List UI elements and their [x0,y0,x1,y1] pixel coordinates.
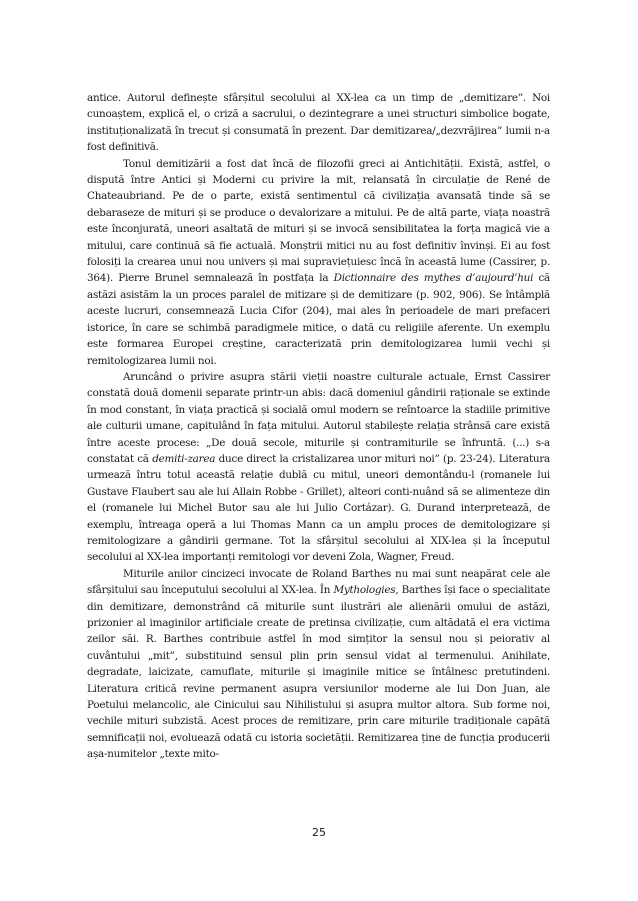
text-run: Miturile anilor cincizeci invocate de Roland Barthes nu mai sunt neapărat cele ale sfârșitului sau începutului secolului al XX-lea. În [87,567,550,597]
text-run: antice. Autorul definește sfârșitul secolului al XX-lea ca un timp de „demitizare”. Noi cunoaștem, explică el, o criză a sacrului, o dezintegrare a unei structuri simbolice bogate, instituționalizată în trecut și consumată în prezent. Dar demitizarea/„dezvrăjirea” lumii n-a fost definitivă. [87,92,550,154]
text-run: Aruncând o privire asupra stării vieții noastre culturale actuale, Ernst Cassirer constată două domenii separate printr-un abis: dacă domeniul gândirii raționale se extinde în mod constant, în viața practică și socială omul modern se reîntoarce la stadiile primitive ale culturii umane, capitulând în fața mitului. Autorul stabilește relația strânsă care există între aceste procese: „De două secole, miturile și contramiturile se înfruntă. (...) s-a constatat că [87,370,550,465]
paragraph-4 [87,566,550,763]
text-run: Tonul demitizării a fost dat încă de filozofii greci ai Antichității. Există, astfel, o dispută între Antici și Moderni cu privire la mit, relansată în circulație de René de Chateaubriand. Pe de o parte, există sentimentul că civilizația avansată tinde să se debaraseze de mituri și se produce o devalorizare a mitului. Pe de altă parte, viața noastră este înconjurată, uneori asaltată de mituri și se invocă sensibilitatea la forța magică vie a mitului, care continuă să fie actuală. Monștrii mitici nu au fost definitiv învinși. Ei au fost folosiți la crearea unui nou univers și mai supraviețuiesc încă în această lume (Cassirer, p. 364). Pierre Brunel semnalează în postfața la [87,157,550,285]
page-text-body [87,90,550,763]
italic-title: demiti-zarea [152,452,216,465]
paragraph-2 [87,156,550,369]
italic-title: Mythologies [333,584,396,597]
italic-title: Dictionnaire des mythes d’aujourd’hui [333,272,534,285]
page-number: 25 [312,826,326,839]
paragraph-1 [87,90,550,156]
text-run: duce direct la cristalizarea unor mituri noi” (p. 23-24). Literatura urmează întru totul această relație dublă cu mitul, uneori demontându-l (romanele lui Gustave Flaubert sau ale lui Allain Robbe - Grillet), alteori conti-nuând să se alimenteze din el (romanele lui Michel Butor sau ale lui Julio Cortázar). G. Durand interpretează, de exemplu, întreaga operă a lui Thomas Mann ca un amplu proces de demitologizare și remitologizare a gândirii germane. Tot la sfârșitul secolului al XIX-lea și la începutul secolului al XX-lea importanți remitologi vor deveni Zola, Wagner, Freud. [87,452,551,564]
paragraph-3 [87,369,550,566]
text-run: , Barthes își face o specialitate din demitizare, demonstrând că miturile sunt ilustrări ale alienării omului de astăzi, prizonier al imaginilor artificiale create de pretinsa civilizație, cum altădată el era victima zeilor săi. R. Barthes contribuie astfel în mod simțitor la sensul nou și peiorativ al cuvântului „mit”, substituind sensul plin prin sensul vidat al termenului. Anihilate, degradate, laicizate, camuflate, miturile și imaginile mitice se întâlnesc pretutindeni. Literatura critică revine permanent asupra versiunilor moderne ale lui Don Juan, ale Poetului melancolic, ale Cinicului sau Nihilistului și asupra multor altora. Sub forme noi, vechile mituri subzistă. Acest proces de remitizare, prin care miturile tradiționale capătă semnificații noi, evoluează odată cu istoria societății. Remitizarea ține de funcția producerii așa-numitelor „texte mito- [87,584,551,761]
text-run: că astăzi asistăm la un proces paralel de mitizare și de demitizare (p. 902, 906). Se întâmplă aceste lucruri, consemnează Lucia Cifor (204), mai ales în perioadele de mari prefaceri istorice, în care se schimbă paradigmele mitice, o dată cu religiile aferente. Un exemplu este formarea Europei creștine, caracterizată prin demitologizarea lumii vechi și remitologizarea lumii noi. [87,272,551,367]
